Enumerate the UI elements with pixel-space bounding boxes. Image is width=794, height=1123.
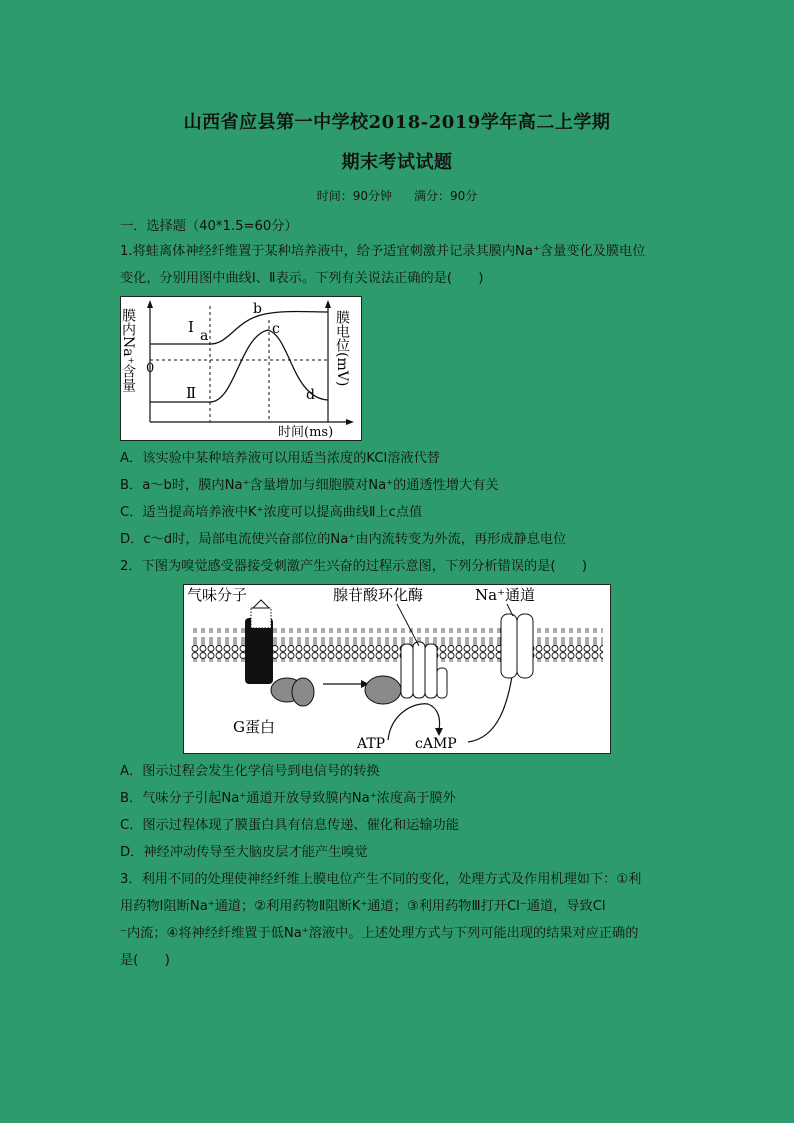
q1-option-b: B．a～b时，膜内Na⁺含量增加与细胞膜对Na⁺的通透性增大有关 bbox=[120, 478, 499, 493]
q2-option-a: A．图示过程会发生化学信号到电信号的转换 bbox=[120, 764, 380, 779]
q2-atp-label: ATP bbox=[357, 736, 386, 752]
q1-point-c: c bbox=[272, 321, 280, 337]
q1-point-d: d bbox=[306, 387, 315, 403]
page-subtitle: 期末考试试题 bbox=[341, 152, 453, 173]
q3-line-4: 是( ) bbox=[120, 953, 170, 968]
q1-option-c: C．适当提高培养液中K⁺浓度可以提高曲线Ⅱ上c点值 bbox=[120, 505, 423, 520]
q2-option-d: D．神经冲动传导至大脑皮层才能产生嗅觉 bbox=[120, 845, 368, 860]
q2-gprotein-label: G蛋白 bbox=[233, 718, 275, 736]
q1-zero-label: 0 bbox=[146, 361, 155, 376]
exam-time: 时间：90分钟 bbox=[316, 189, 392, 203]
q2-stem: 2．下图为嗅觉感受器接受刺激产生兴奋的过程示意图，下列分析错误的是( ) bbox=[120, 559, 588, 574]
q1-curve-I-label: Ⅰ bbox=[188, 318, 194, 336]
q2-option-b: B．气味分子引起Na⁺通道开放导致膜内Na⁺浓度高于膜外 bbox=[120, 791, 456, 806]
page-title: 山西省应县第一中学校2018-2019学年高二上学期 bbox=[183, 112, 611, 133]
exam-score: 满分：90分 bbox=[414, 189, 478, 203]
exam-meta bbox=[0, 187, 794, 204]
q1-x-axis-label: 时间(ms) bbox=[278, 425, 334, 440]
q1-left-axis-label: 膜内Na⁺含量 bbox=[120, 308, 136, 392]
q2-enzyme-label: 腺苷酸环化酶 bbox=[333, 586, 424, 604]
q1-option-d: D．c～d时，局部电流使兴奋部位的Na⁺由内流转变为外流，再形成静息电位 bbox=[120, 532, 567, 547]
q1-point-a: a bbox=[200, 328, 209, 344]
q2-odor-label: 气味分子 bbox=[187, 586, 248, 604]
q1-right-axis-label: 膜电位(mV) bbox=[334, 310, 350, 387]
q1-point-b: b bbox=[253, 301, 262, 317]
q2-channel-label: Na⁺通道 bbox=[475, 586, 535, 604]
q1-curve-II-label: Ⅱ bbox=[186, 384, 197, 402]
q3-line-3: ⁻内流；④将神经纤维置于低Na⁺溶液中。上述处理方式与下列可能出现的结果对应正确的 bbox=[120, 926, 639, 941]
q1-figure bbox=[120, 296, 362, 441]
q3-line-1: 3．利用不同的处理使神经纤维上膜电位产生不同的变化，处理方式及作用机理如下：①利 bbox=[120, 872, 642, 887]
q3-line-2: 用药物Ⅰ阻断Na⁺通道；②利用药物Ⅱ阻断K⁺通道；③利用药物Ⅲ打开Cl⁻通道，导致Cl bbox=[120, 899, 606, 914]
q2-option-c: C．图示过程体现了膜蛋白具有信息传递、催化和运输功能 bbox=[120, 818, 459, 833]
q1-option-a: A．该实验中某种培养液可以用适当浓度的KCl溶液代替 bbox=[120, 451, 440, 466]
q1-stem-2: 变化，分别用图中曲线Ⅰ、Ⅱ表示。下列有关说法正确的是( ) bbox=[120, 271, 484, 286]
section-heading: 一．选择题（40*1.5=60分） bbox=[120, 219, 298, 234]
q1-stem-1: 1.将蛙离体神经纤维置于某种培养液中，给予适宜刺激并记录其膜内Na⁺含量变化及膜电位 bbox=[120, 244, 646, 259]
q2-camp-label: cAMP bbox=[415, 736, 457, 752]
q2-figure bbox=[183, 584, 611, 754]
